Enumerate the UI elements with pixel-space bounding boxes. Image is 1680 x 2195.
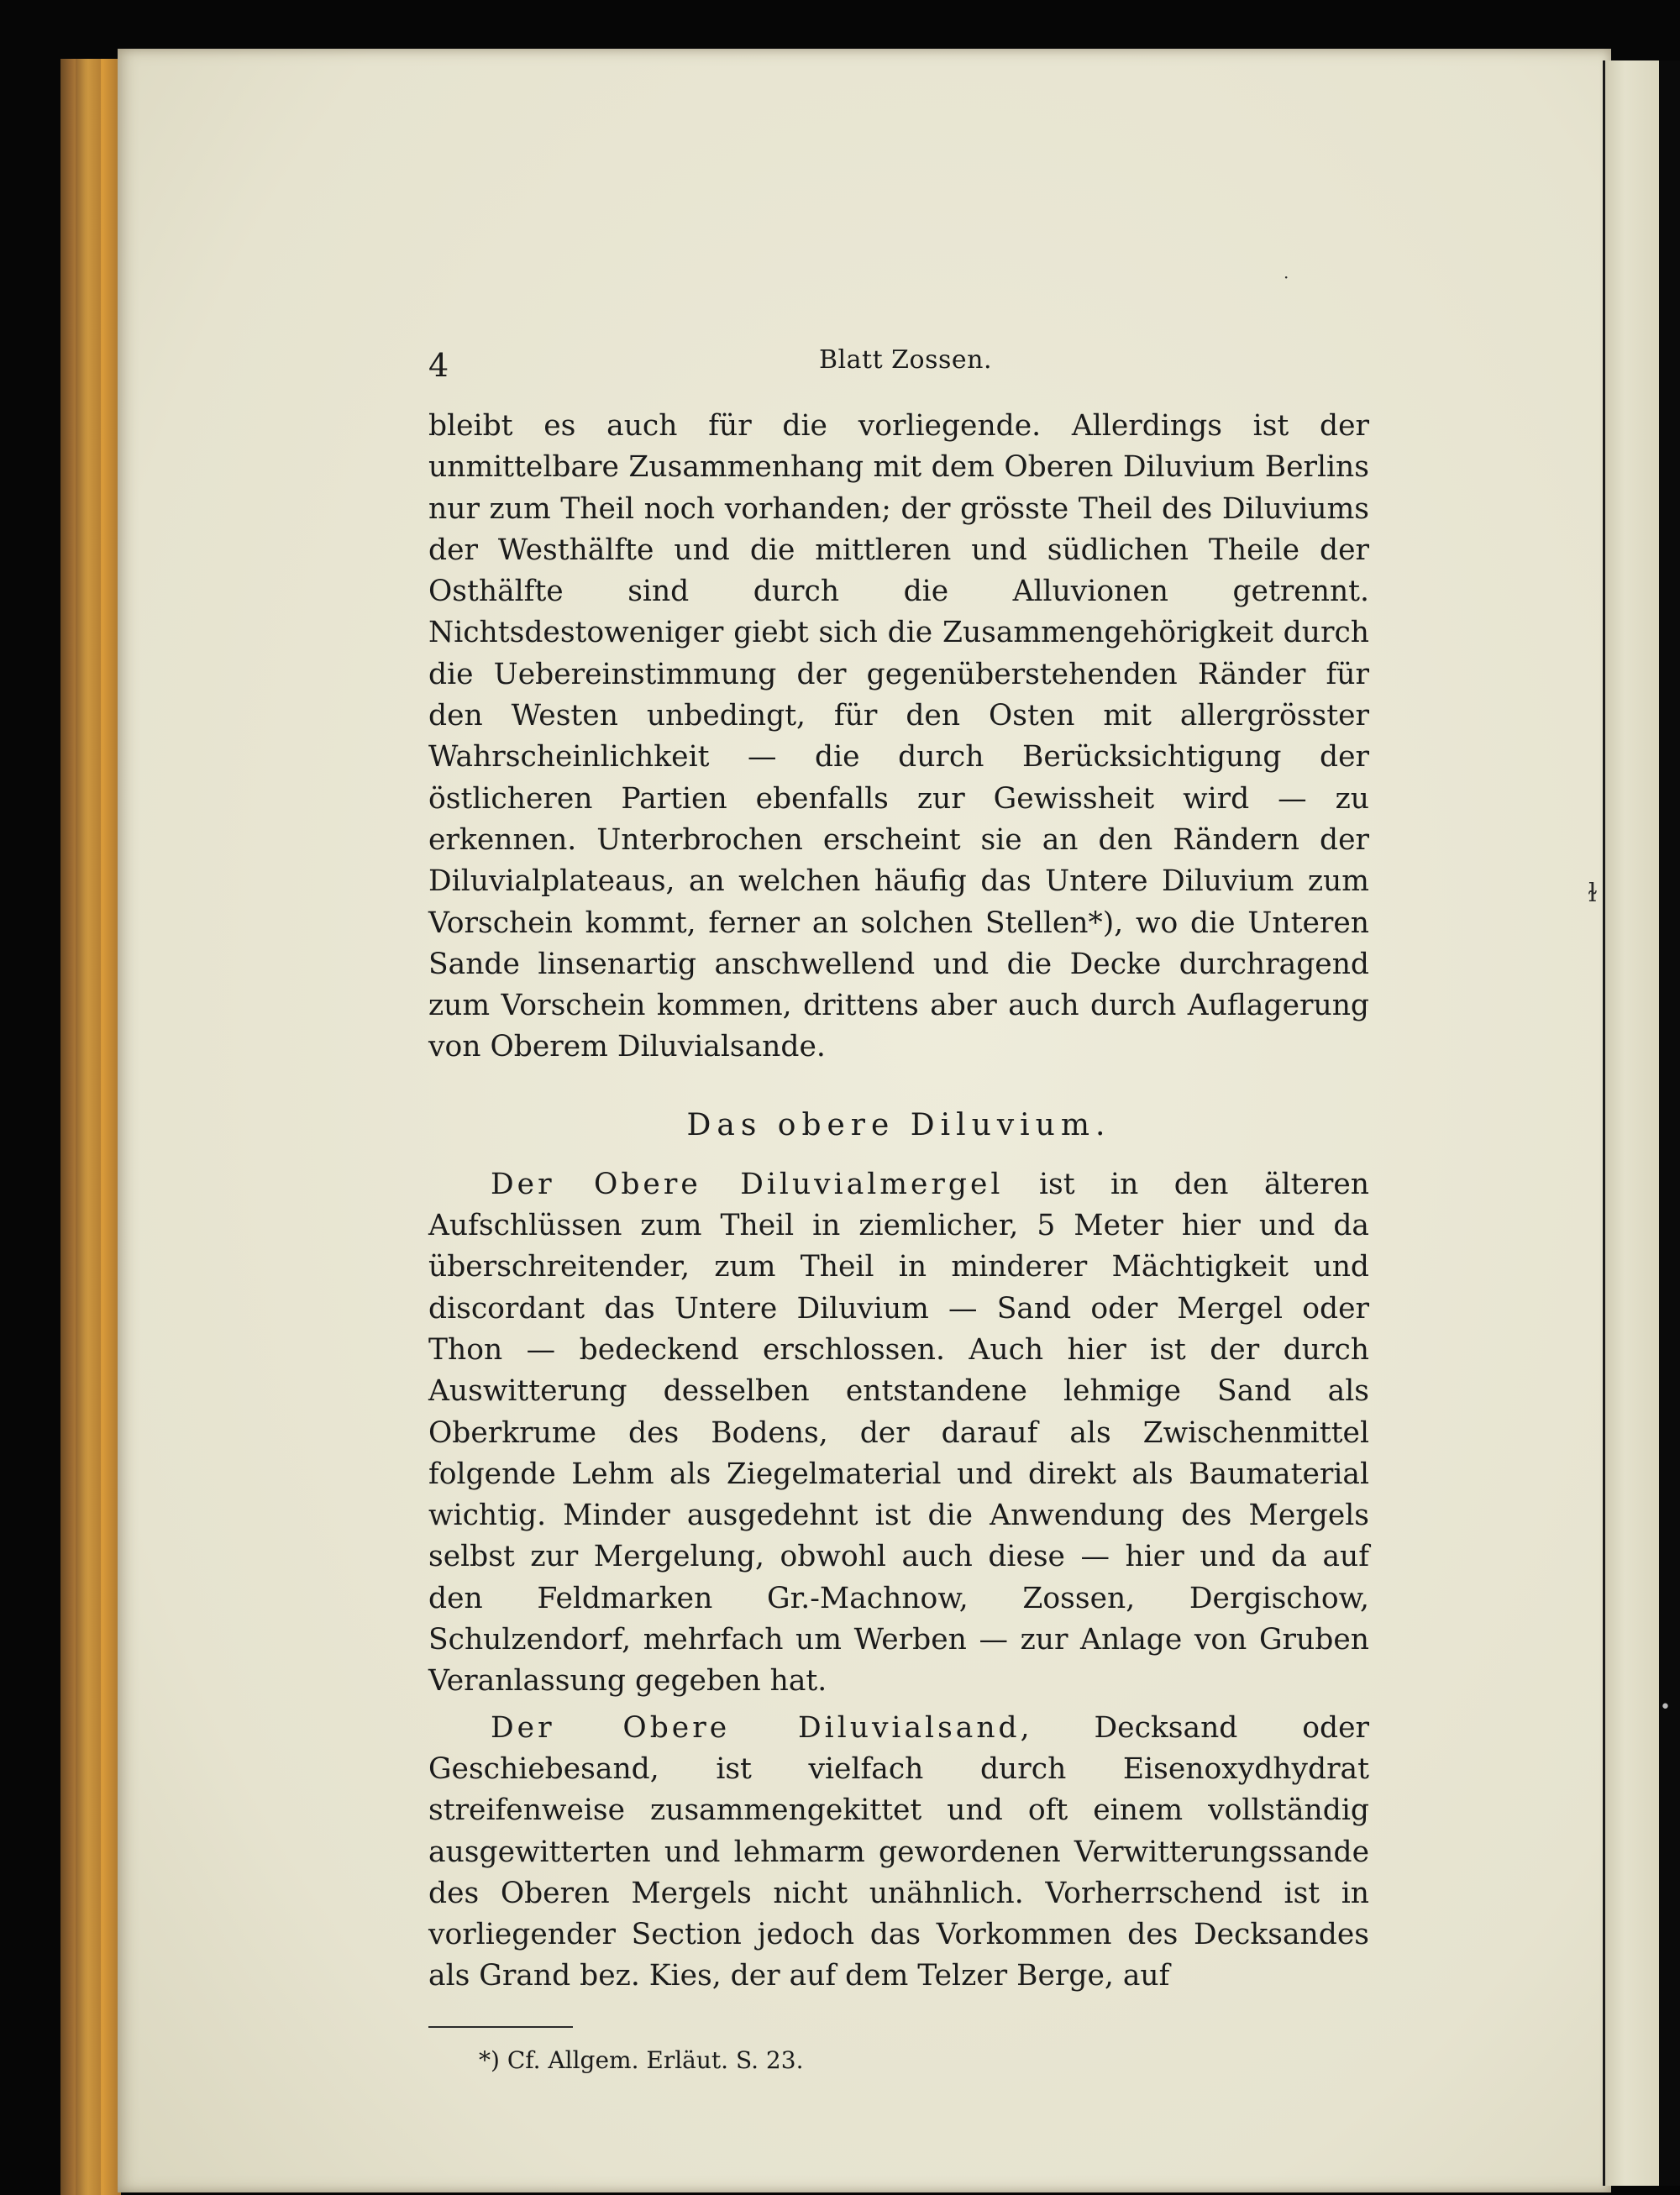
term-upper-sand: Der Obere Diluvialsand [491,1710,1021,1745]
spine-shading [76,59,101,2195]
footnote: *) Cf. Allgem. Erläut. S. 23. [479,2045,804,2074]
text-block [428,340,1369,2074]
footnote-rule [428,2026,573,2028]
paragraph-upper-sand [428,1708,1369,1998]
term-upper-marl: Der Obere Diluvialmergel [491,1167,1004,1201]
page-header [428,340,1369,391]
paragraph-upper-marl-text: ist in den älteren Aufschlüssen zum Theil in ziemlicher, 5 Meter hier und da überschreitender, zum Theil in minderer Mächtigkeit und discordant das Untere Diluvium — Sand oder Mergel oder Thon — bedeckend erschlossen. Auch hier ist der durch Auswitterung desselben entstandene lehmige Sand als Oberkrume des Bodens, der darauf als Zwischenmittel folgende Lehm als Ziegelmaterial und direkt als Baumaterial wichtig. Minder ausgedehnt ist die Anwendung des Mergels selbst zur Mergelung, obwohl auch diese — hier und da auf den Feldmarken Gr.-Machnow, Zossen, Dergischow, Schulzendorf, mehrfach um Werben — zur Anlage von Gruben Veranlassung gegeben hat. [428,1167,1369,1699]
margin-speck: • [1660,1697,1671,1718]
scan-border [1659,60,1680,2186]
paragraph-upper-sand-text: , Decksand oder Geschiebesand, ist vielfach durch Eisenoxydhydrat streifenweise zusammengekittet und oft einem vollständig ausgewitterten und lehmarm gewordenen Verwitterungssande des Oberen Mergels nicht unähnlich. Vorherrschend ist in vorliegender Section jedoch das Vorkommen des Decksandes als Grand bez. Kies, der auf dem Telzer Berge, auf [428,1710,1369,1993]
facing-page-edge [1603,60,1661,2186]
running-title: Blatt Zossen. [819,345,992,375]
section-heading: Das obere Diluvium. [686,1107,1111,1142]
speck-mark: · [1284,267,1289,287]
paragraph-continuation: bleibt es auch für die vorliegende. Allerdings ist der unmittelbare Zusammenhang mit dem Oberen Diluvium Berlins nur zum Theil noch vorhanden; der grösste Theil des Diluviums der Westhälfte und die mittleren und südlichen Theile der Osthälfte sind durch die Alluvionen getrennt. Nichtsdestoweniger giebt sich die Zusammengehörigkeit durch die Uebereinstimmung der gegenüberstehenden Ränder für den Westen unbedingt, für den Osten mit allergrösster Wahrscheinlichkeit — die durch Berücksichtigung der östlicheren Partien ebenfalls zur Gewissheit wird — zu erkennen. Unterbrochen erscheint sie an den Rändern der Diluvialplateaus, an welchen häufig das Untere Diluvium zum Vorschein kommt, ferner an solchen Stellen*), wo die Unteren Sande linsenartig anschwellend und die Decke durchragend zum Vorschein kommen, drittens aber auch durch Auflagerung von Oberem Diluvialsande. [428,409,1369,1064]
page-number: 4 [428,347,449,384]
paragraph-upper-marl [428,1164,1369,1703]
page-edge-mark: ɫ [1588,879,1598,908]
